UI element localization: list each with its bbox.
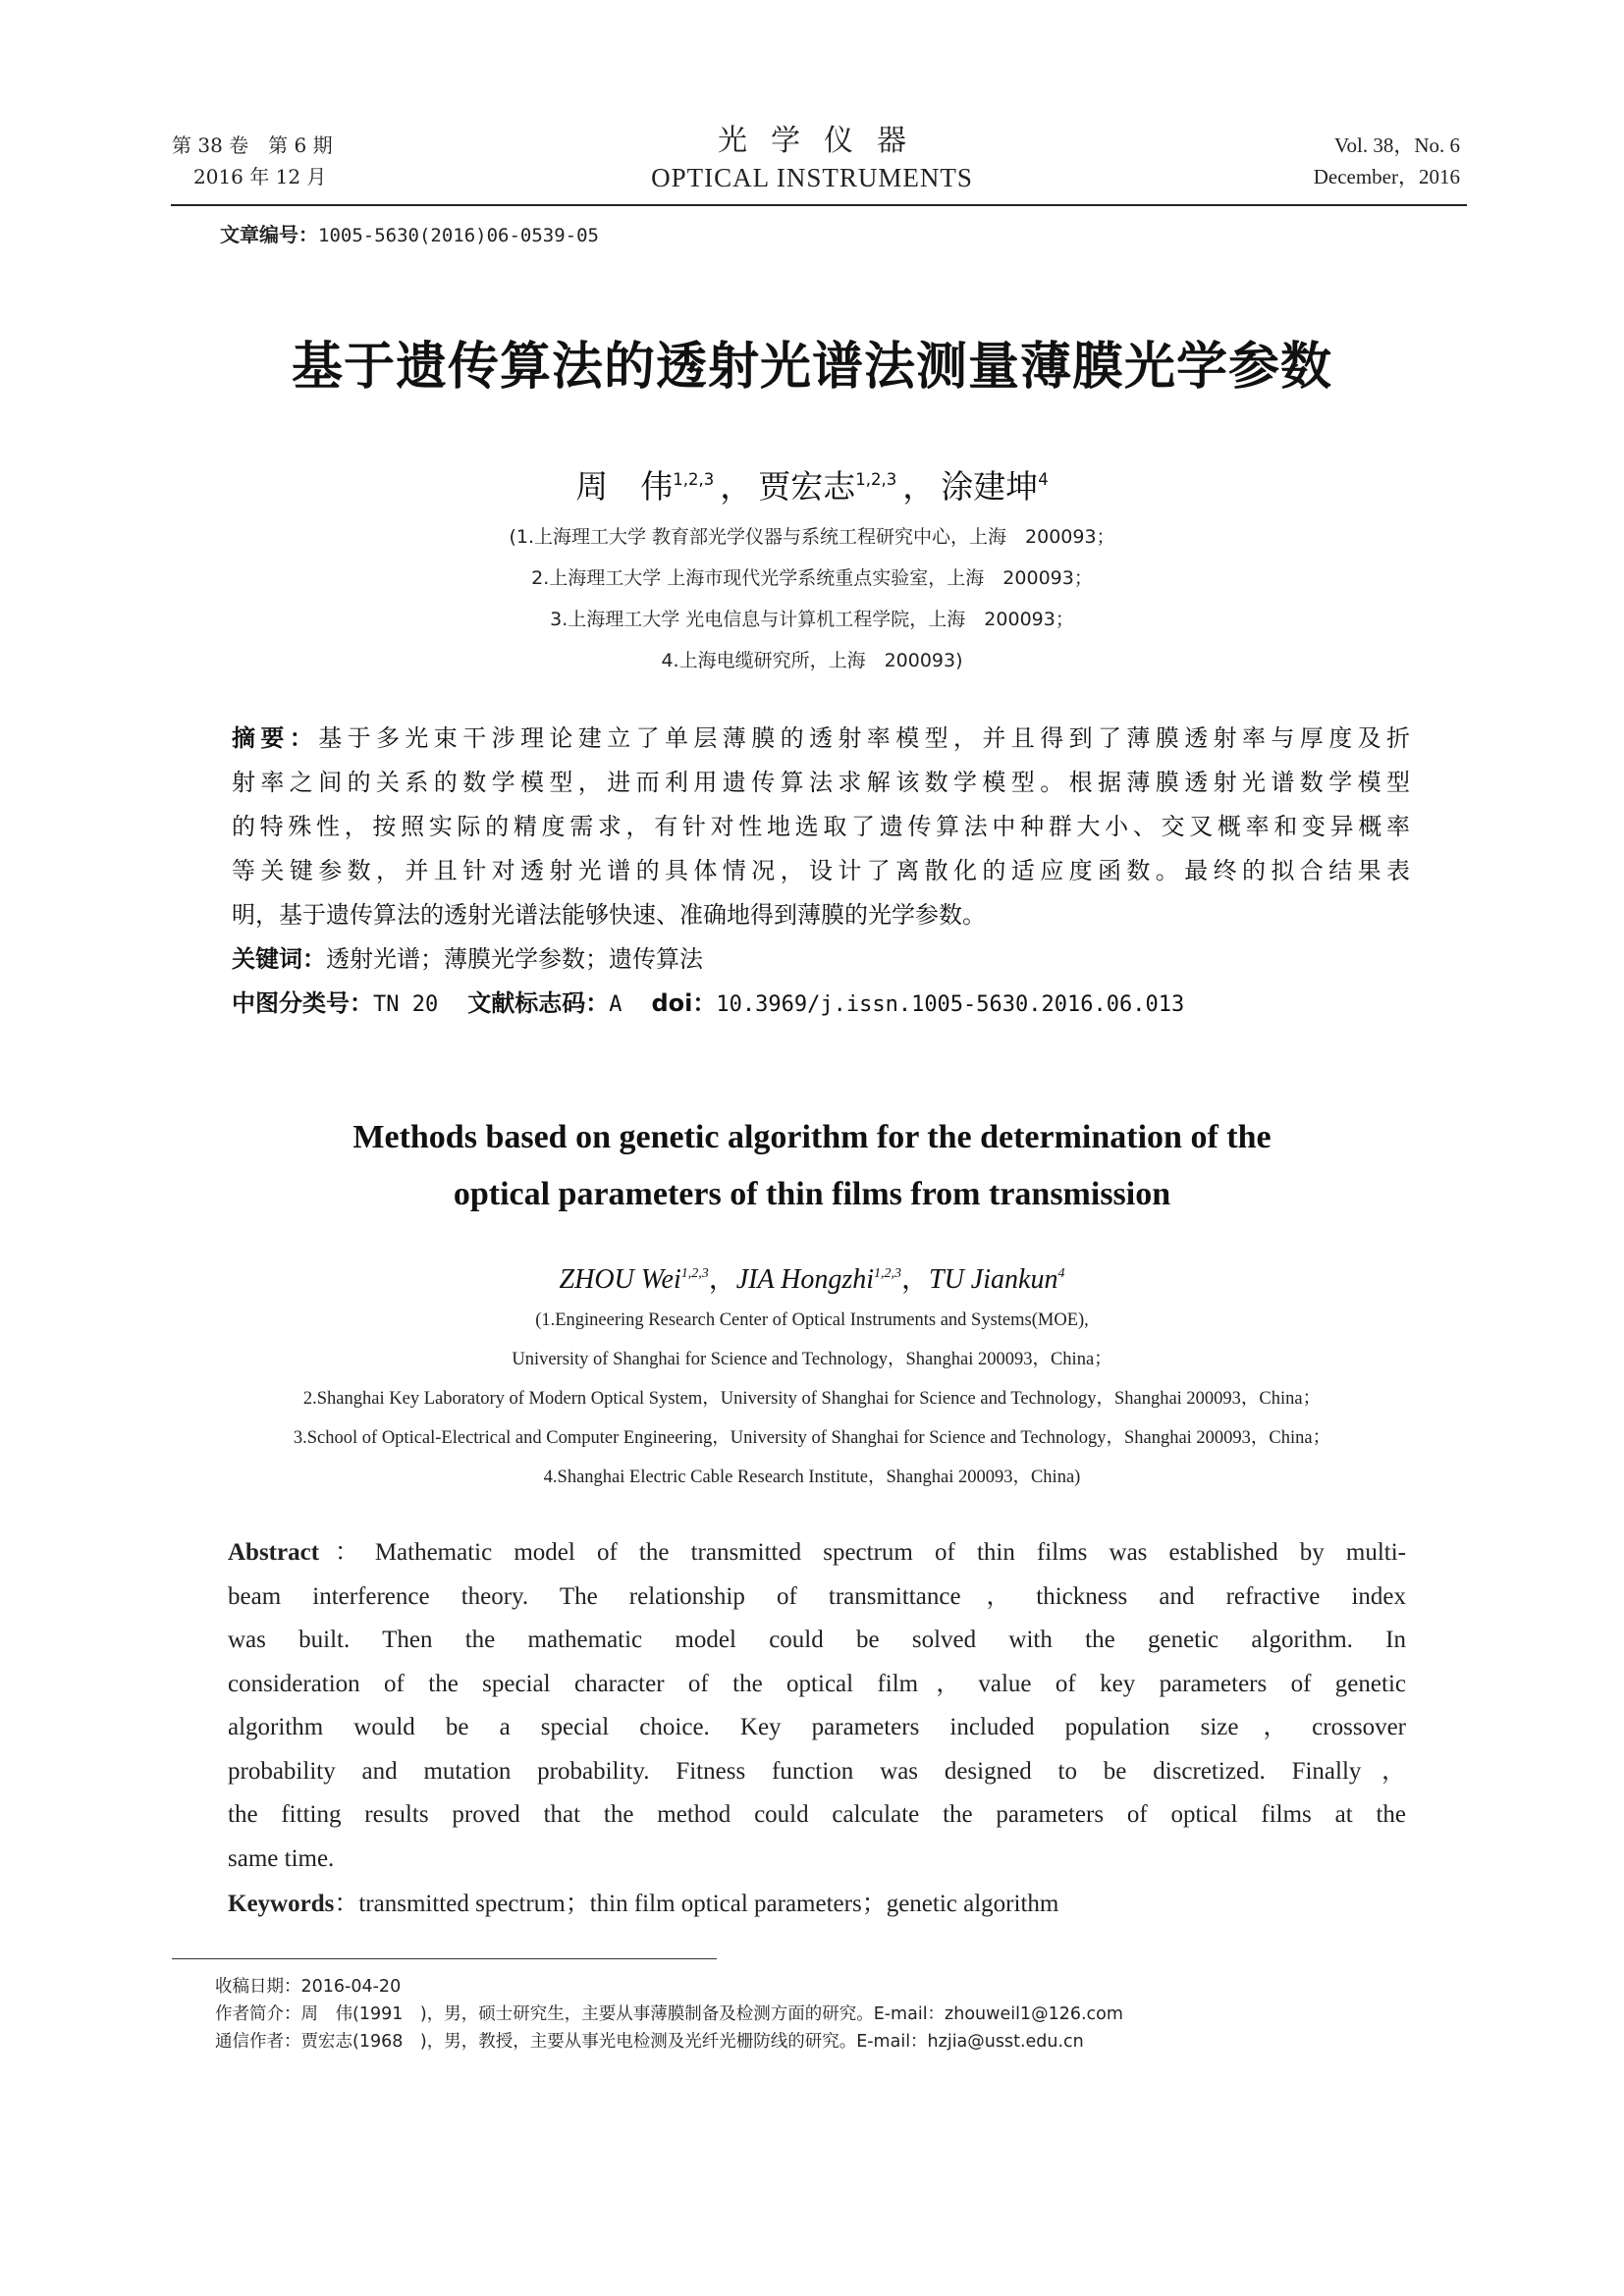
abstract-cn-line: 的特殊性，按照实际的精度需求，有针对性地选取了遗传算法中种群大小、交叉概率和变异概率 [232, 813, 1410, 840]
footnote-received-date: 收稿日期：2016-04-20 [215, 1977, 402, 1997]
author-en-affiliation-mark: 1,2,3 [680, 1266, 709, 1281]
footnotes [215, 1973, 1123, 2056]
affiliation-en-line: (1.Engineering Research Center of Optical Instruments and Systems(MOE), [535, 1310, 1089, 1330]
author-cn-affiliation-mark: 1,2,3 [855, 470, 897, 489]
author-en-name: TU Jiankun [929, 1264, 1058, 1296]
abstract-cn-label: 摘要： [232, 724, 319, 752]
header-volume-en [1314, 130, 1460, 192]
clc-label: 中图分类号： [232, 989, 373, 1017]
header-rule [171, 204, 1467, 206]
keywords-cn-value: 透射光谱；薄膜光学参数；遗传算法 [326, 945, 703, 973]
abstract-en-line: consideration of the special character of the optical film，value of key parameters of genetic [228, 1670, 1406, 1697]
author-en-name: JIA Hongzhi [735, 1264, 874, 1296]
affiliation-en-line: University of Shanghai for Science and Technology，Shanghai 200093，China； [512, 1350, 1112, 1369]
header-volume-issue [172, 130, 333, 192]
affiliations-en [0, 1301, 1624, 1497]
abstract-en [228, 1531, 1406, 1927]
author-en-name: ZHOU Wei [559, 1264, 681, 1296]
affiliation-cn-line: (1.上海理工大学 教育部光学仪器与系统工程研究中心，上海 200093； [509, 526, 1115, 548]
header-volume-issue-line: 第 38 卷 第 6 期 [172, 133, 333, 157]
affiliation-en-line: 3.School of Optical-Electrical and Computer Engineering，University of Shanghai for Science and Technology，Shanghai 200093，China； [293, 1428, 1331, 1448]
doc-code-label: 文献标志码： [467, 989, 610, 1017]
title-cn: 基于遗传算法的透射光谱法测量薄膜光学参数 [291, 338, 1332, 397]
footnote-author-bio: 作者简介：周 伟(1991 )，男，硕士研究生，主要从事薄膜制备及检测方面的研究。E-mail：zhouweil1@126.com [215, 2004, 1123, 2024]
abstract-en-label: Abstract [228, 1539, 320, 1566]
author-cn-affiliation-mark: 4 [1038, 470, 1049, 489]
authors-cn: 周 伟$^{1,2,3}$ ， 贾宏志$^{1,2,3}$ ， 涂建坤$^4$ [575, 467, 1049, 507]
keywords-cn-label: 关键词： [232, 945, 326, 973]
authors-en: ZHOU Wei$^{1,2,3}$，JIA Hongzhi$^{1,2,3}$，TU Jiankun$^4$ [559, 1264, 1065, 1296]
title-en [0, 1109, 1624, 1223]
keywords-en-label: Keywords [228, 1891, 335, 1917]
author-cn-name: 周 伟 [575, 467, 674, 507]
affiliation-cn-line: 3.上海理工大学 光电信息与计算机工程学院，上海 200093； [550, 609, 1074, 630]
abstract-cn-line: 等关键参数，并且针对透射光谱的具体情况，设计了离散化的适应度函数。最终的拟合结果表 [232, 857, 1410, 884]
abstract-cn-line [232, 717, 1410, 761]
abstract-cn [232, 717, 1410, 1027]
journal-name-cn: 光学仪器 [718, 124, 930, 158]
abstract-en-line [228, 1531, 1406, 1575]
abstract-en-line: the fitting results proved that the method could calculate the parameters of optical films at the [228, 1801, 1406, 1828]
keywords-en-value: transmitted spectrum；thin film optical parameters；genetic algorithm [358, 1891, 1059, 1917]
doc-code-value: A [609, 992, 623, 1017]
affiliation-en-line: 4.Shanghai Electric Cable Research Institute，Shanghai 200093，China) [543, 1468, 1081, 1487]
header-volume-en-line: Vol. 38，No. 6 [1334, 133, 1460, 157]
footnote-corresponding-author: 通信作者：贾宏志(1968 )，男，教授，主要从事光电检测及光纤光栅防线的研究。E-mail：hzjia@usst.edu.cn [215, 2032, 1084, 2052]
abstract-cn-text: 基于多光束干涉理论建立了单层薄膜的透射率模型，并且得到了薄膜透射率与厚度及折 [318, 724, 1411, 752]
abstract-cn-line: 明，基于遗传算法的透射光谱法能够快速、准确地得到薄膜的光学参数。 [232, 901, 986, 929]
affiliations-cn [0, 516, 1624, 681]
author-cn-affiliation-mark: 1,2,3 [673, 470, 715, 489]
doi-label: doi： [651, 989, 717, 1017]
author-en-affiliation-mark: 4 [1057, 1266, 1065, 1281]
abstract-en-text: Mathematic model of the transmitted spectrum of thin films was established by multi- [374, 1539, 1406, 1566]
journal-name-en: OPTICAL INSTRUMENTS [651, 163, 973, 192]
footnote-rule [172, 1958, 717, 1959]
title-en-line: Methods based on genetic algorithm for the determination of the [352, 1119, 1272, 1155]
article-number-value: 1005-5630(2016)06-0539-05 [318, 225, 599, 246]
abstract-cn-line: 射率之间的关系的数学模型，进而利用遗传算法求解该数学模型。根据薄膜透射光谱数学模型 [232, 769, 1410, 796]
abstract-en-colon: ： [319, 1539, 375, 1566]
keywords-cn [232, 937, 1410, 982]
article-number-label: 文章编号： [220, 223, 318, 246]
author-cn-name: 涂建坤 [941, 467, 1039, 507]
affiliation-cn-line: 4.上海电缆研究所，上海 200093) [661, 650, 963, 671]
header-date-line: 2016 年 12 月 [193, 165, 327, 188]
clc-value: TN 20 [373, 992, 439, 1017]
keywords-en-colon: ： [334, 1891, 359, 1917]
article-number [220, 220, 599, 250]
author-en-affiliation-mark: 1,2,3 [874, 1266, 901, 1281]
abstract-en-line: algorithm would be a special choice. Key parameters included population size，crossover [228, 1714, 1406, 1740]
abstract-en-line: probability and mutation probability. Fitness function was designed to be discretized. Finally， [228, 1757, 1406, 1785]
affiliation-en-line: 2.Shanghai Key Laboratory of Modern Optical System，University of Shanghai for Science and Technology，Shanghai 200093，China； [302, 1389, 1322, 1409]
journal-name [616, 122, 1008, 194]
classification-line [232, 982, 1410, 1027]
affiliation-cn-line: 2.上海理工大学 上海市现代光学系统重点实验室，上海 200093； [531, 567, 1093, 589]
abstract-en-line: same time. [228, 1844, 335, 1872]
abstract-en-line: beam interference theory. The relationship of transmittance，thickness and refractive index [228, 1582, 1406, 1610]
title-en-line: optical parameters of thin films from transmission [453, 1176, 1171, 1212]
doi-value: 10.3969/j.issn.1005-5630.2016.06.013 [716, 992, 1185, 1017]
abstract-en-line: was built. Then the mathematic model could be solved with the genetic algorithm. In [228, 1627, 1406, 1653]
header-date-en-line: December，2016 [1313, 165, 1460, 188]
author-cn-name: 贾宏志 [758, 467, 856, 507]
keywords-en [228, 1883, 1406, 1927]
